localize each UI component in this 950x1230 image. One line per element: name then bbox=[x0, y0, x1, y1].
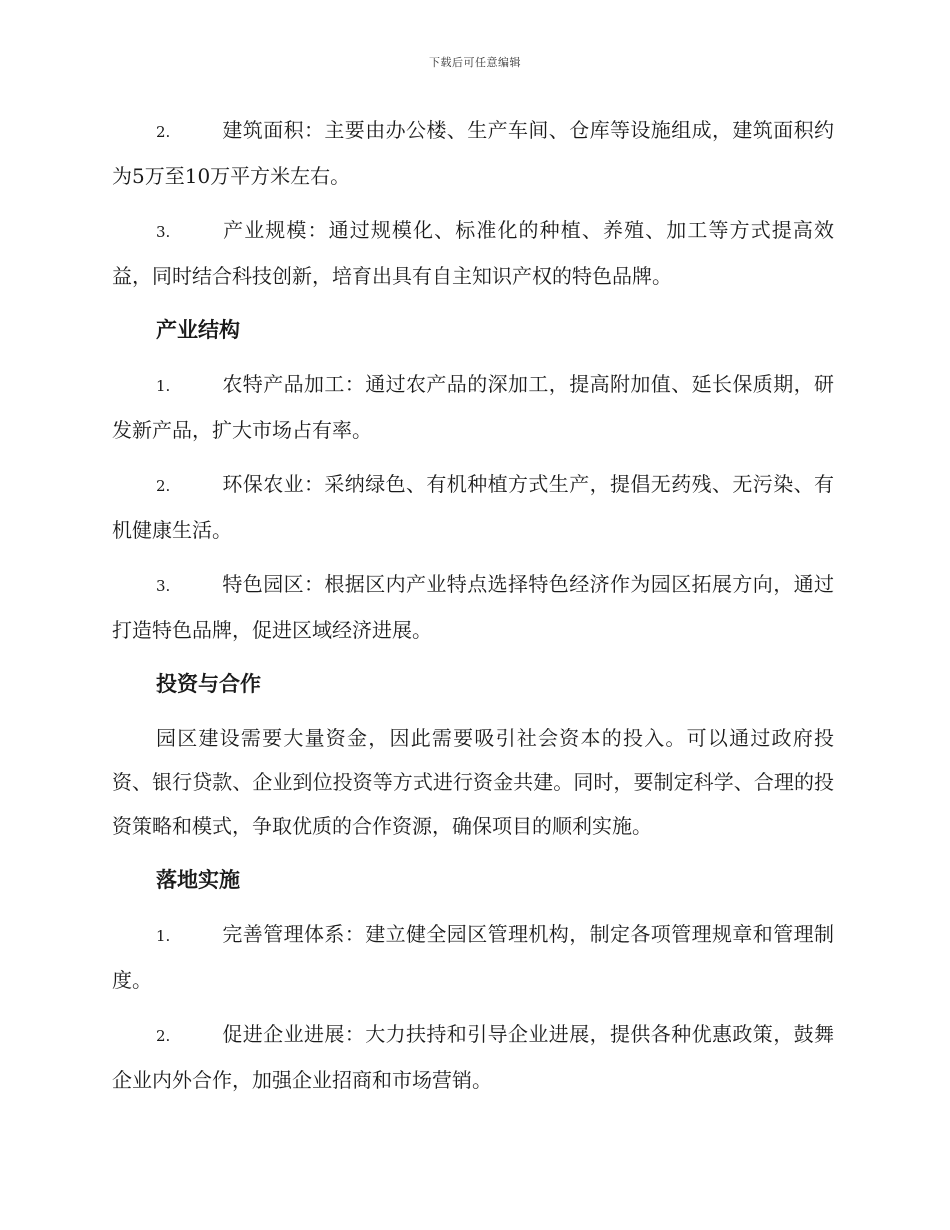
list-item bbox=[112, 108, 834, 198]
list-item bbox=[112, 462, 834, 552]
item-text: 环保农业：采纳绿色、有机种植方式生产，提倡无药残、无污染、有机健康生活。 bbox=[112, 472, 834, 542]
item-number: 2. bbox=[156, 1027, 171, 1045]
list-item bbox=[112, 362, 834, 452]
list-item bbox=[112, 562, 834, 652]
item-text: 农特产品加工：通过农产品的深加工，提高附加值、延长保质期，研发新产品，扩大市场占有率。 bbox=[112, 372, 834, 442]
item-number: 1. bbox=[156, 377, 171, 395]
list-item bbox=[112, 208, 834, 298]
section-heading-industry-structure: 产业结构 bbox=[156, 318, 240, 342]
page-header: 下载后可任意编辑 bbox=[429, 56, 521, 69]
item-text: 促进企业进展：大力扶持和引导企业进展，提供各种优惠政策，鼓舞企业内外合作，加强企业招商和市场营销。 bbox=[112, 1022, 834, 1092]
item-number: 2. bbox=[156, 477, 171, 495]
item-text: 特色园区：根据区内产业特点选择特色经济作为园区拓展方向，通过打造特色品牌，促进区域经济进展。 bbox=[112, 572, 834, 642]
item-text: 建筑面积：主要由办公楼、生产车间、仓库等设施组成，建筑面积约为5万至10万平方米左右。 bbox=[112, 118, 834, 188]
section-heading-investment: 投资与合作 bbox=[156, 672, 261, 696]
list-item bbox=[112, 912, 834, 1002]
item-number: 3. bbox=[156, 577, 171, 595]
item-number: 3. bbox=[156, 223, 171, 241]
body-paragraph: 园区建设需要大量资金，因此需要吸引社会资本的投入。可以通过政府投资、银行贷款、企业到位投资等方式进行资金共建。同时，要制定科学、合理的投资策略和模式，争取优质的合作资源，确保项目的顺利实施。 bbox=[112, 726, 834, 838]
item-text: 完善管理体系：建立健全园区管理机构，制定各项管理规章和管理制度。 bbox=[112, 922, 834, 992]
item-number: 2. bbox=[156, 123, 171, 141]
item-number: 1. bbox=[156, 927, 171, 945]
item-text: 产业规模：通过规模化、标准化的种植、养殖、加工等方式提高效益，同时结合科技创新，培育出具有自主知识产权的特色品牌。 bbox=[112, 218, 834, 288]
document-body bbox=[112, 108, 834, 1112]
section-heading-implementation: 落地实施 bbox=[156, 868, 240, 892]
list-item bbox=[112, 1012, 834, 1102]
